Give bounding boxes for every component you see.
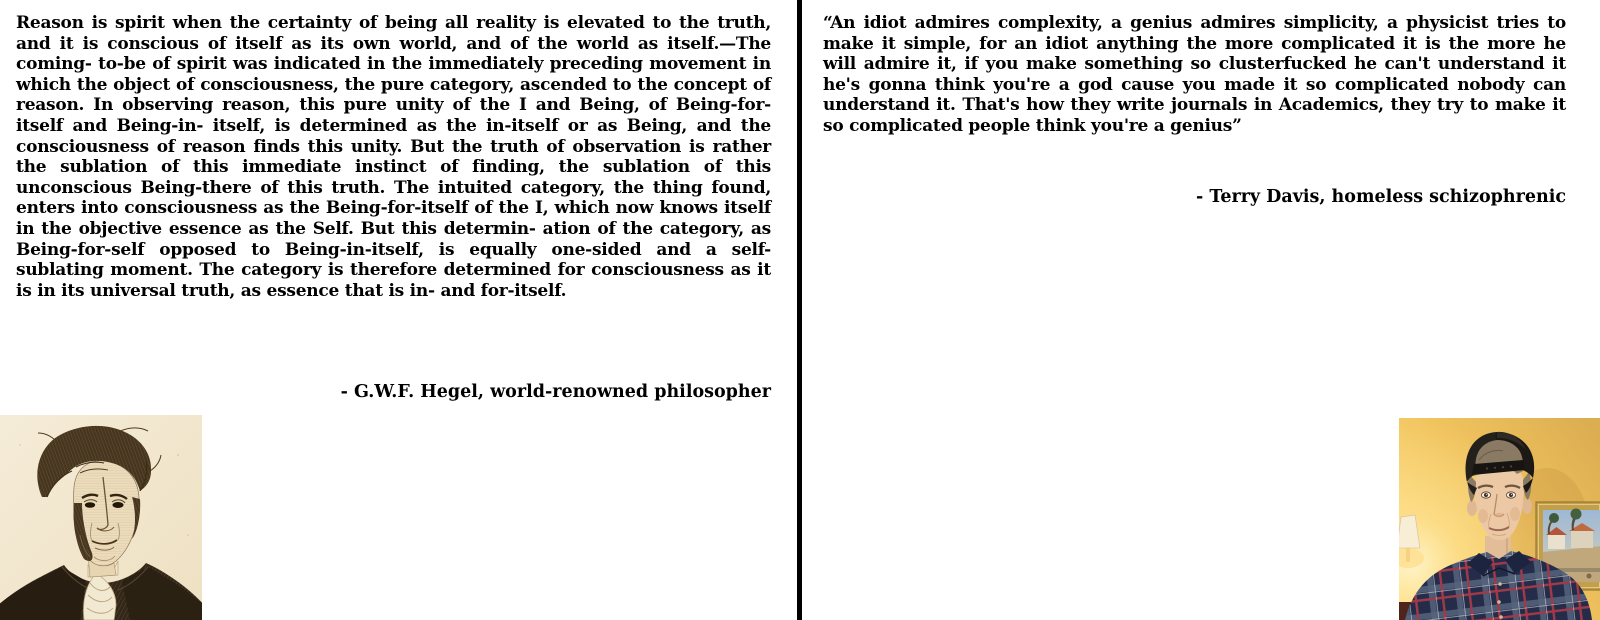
hegel-panel xyxy=(0,0,797,620)
terry-panel xyxy=(802,0,1600,620)
hegel-quote-text: Reason is spirit when the certainty of being all reality is elevated to the truth, and it is conscious of itself as its own world, and of the world as itself.—The coming- to-be of spirit was indicated in the immediately preceding movement in which the object of consciousness, the pure category, ascended to the concept of reason. In observing reason, this pure unity of the I and Being, of Being-for-itself and Being-in- itself, is determined as the in-itself or as Being, and the consciousness of reason finds this unity. But the truth of observation is rather the sublation of this immediate instinct of finding, the sublation of this unconscious Being-there of this truth. The intuited category, the thing found, enters into consciousness as the Being-for-itself of the I, which now knows itself in the objective essence as the Self. But this determin- ation of the category, as Being-for-self opposed to Being-in-itself, is equally one-sided and a self-sublating moment. The category is therefore determined for consciousness as it is in its universal truth, as essence that is in- and for-itself. xyxy=(16,13,771,301)
terry-quote-text: “An idiot admires complexity, a genius admires simplicity, a physicist tries to make it simple, for an idiot anything the more complicated it is the more he will admire it, if you make something so clusterfucked he can't understand it he's gonna think you're a god cause you made it so complicated nobody can understand it. That's how they write journals in Academics, they try to make it so complicated people think you're a genius” xyxy=(823,13,1566,136)
terry-davis-photo xyxy=(1399,418,1600,620)
terry-attribution: - Terry Davis, homeless schizophrenic xyxy=(1195,187,1566,207)
hegel-attribution: - G.W.F. Hegel, world-renowned philosopher xyxy=(340,382,771,402)
hegel-portrait-image xyxy=(0,415,202,620)
